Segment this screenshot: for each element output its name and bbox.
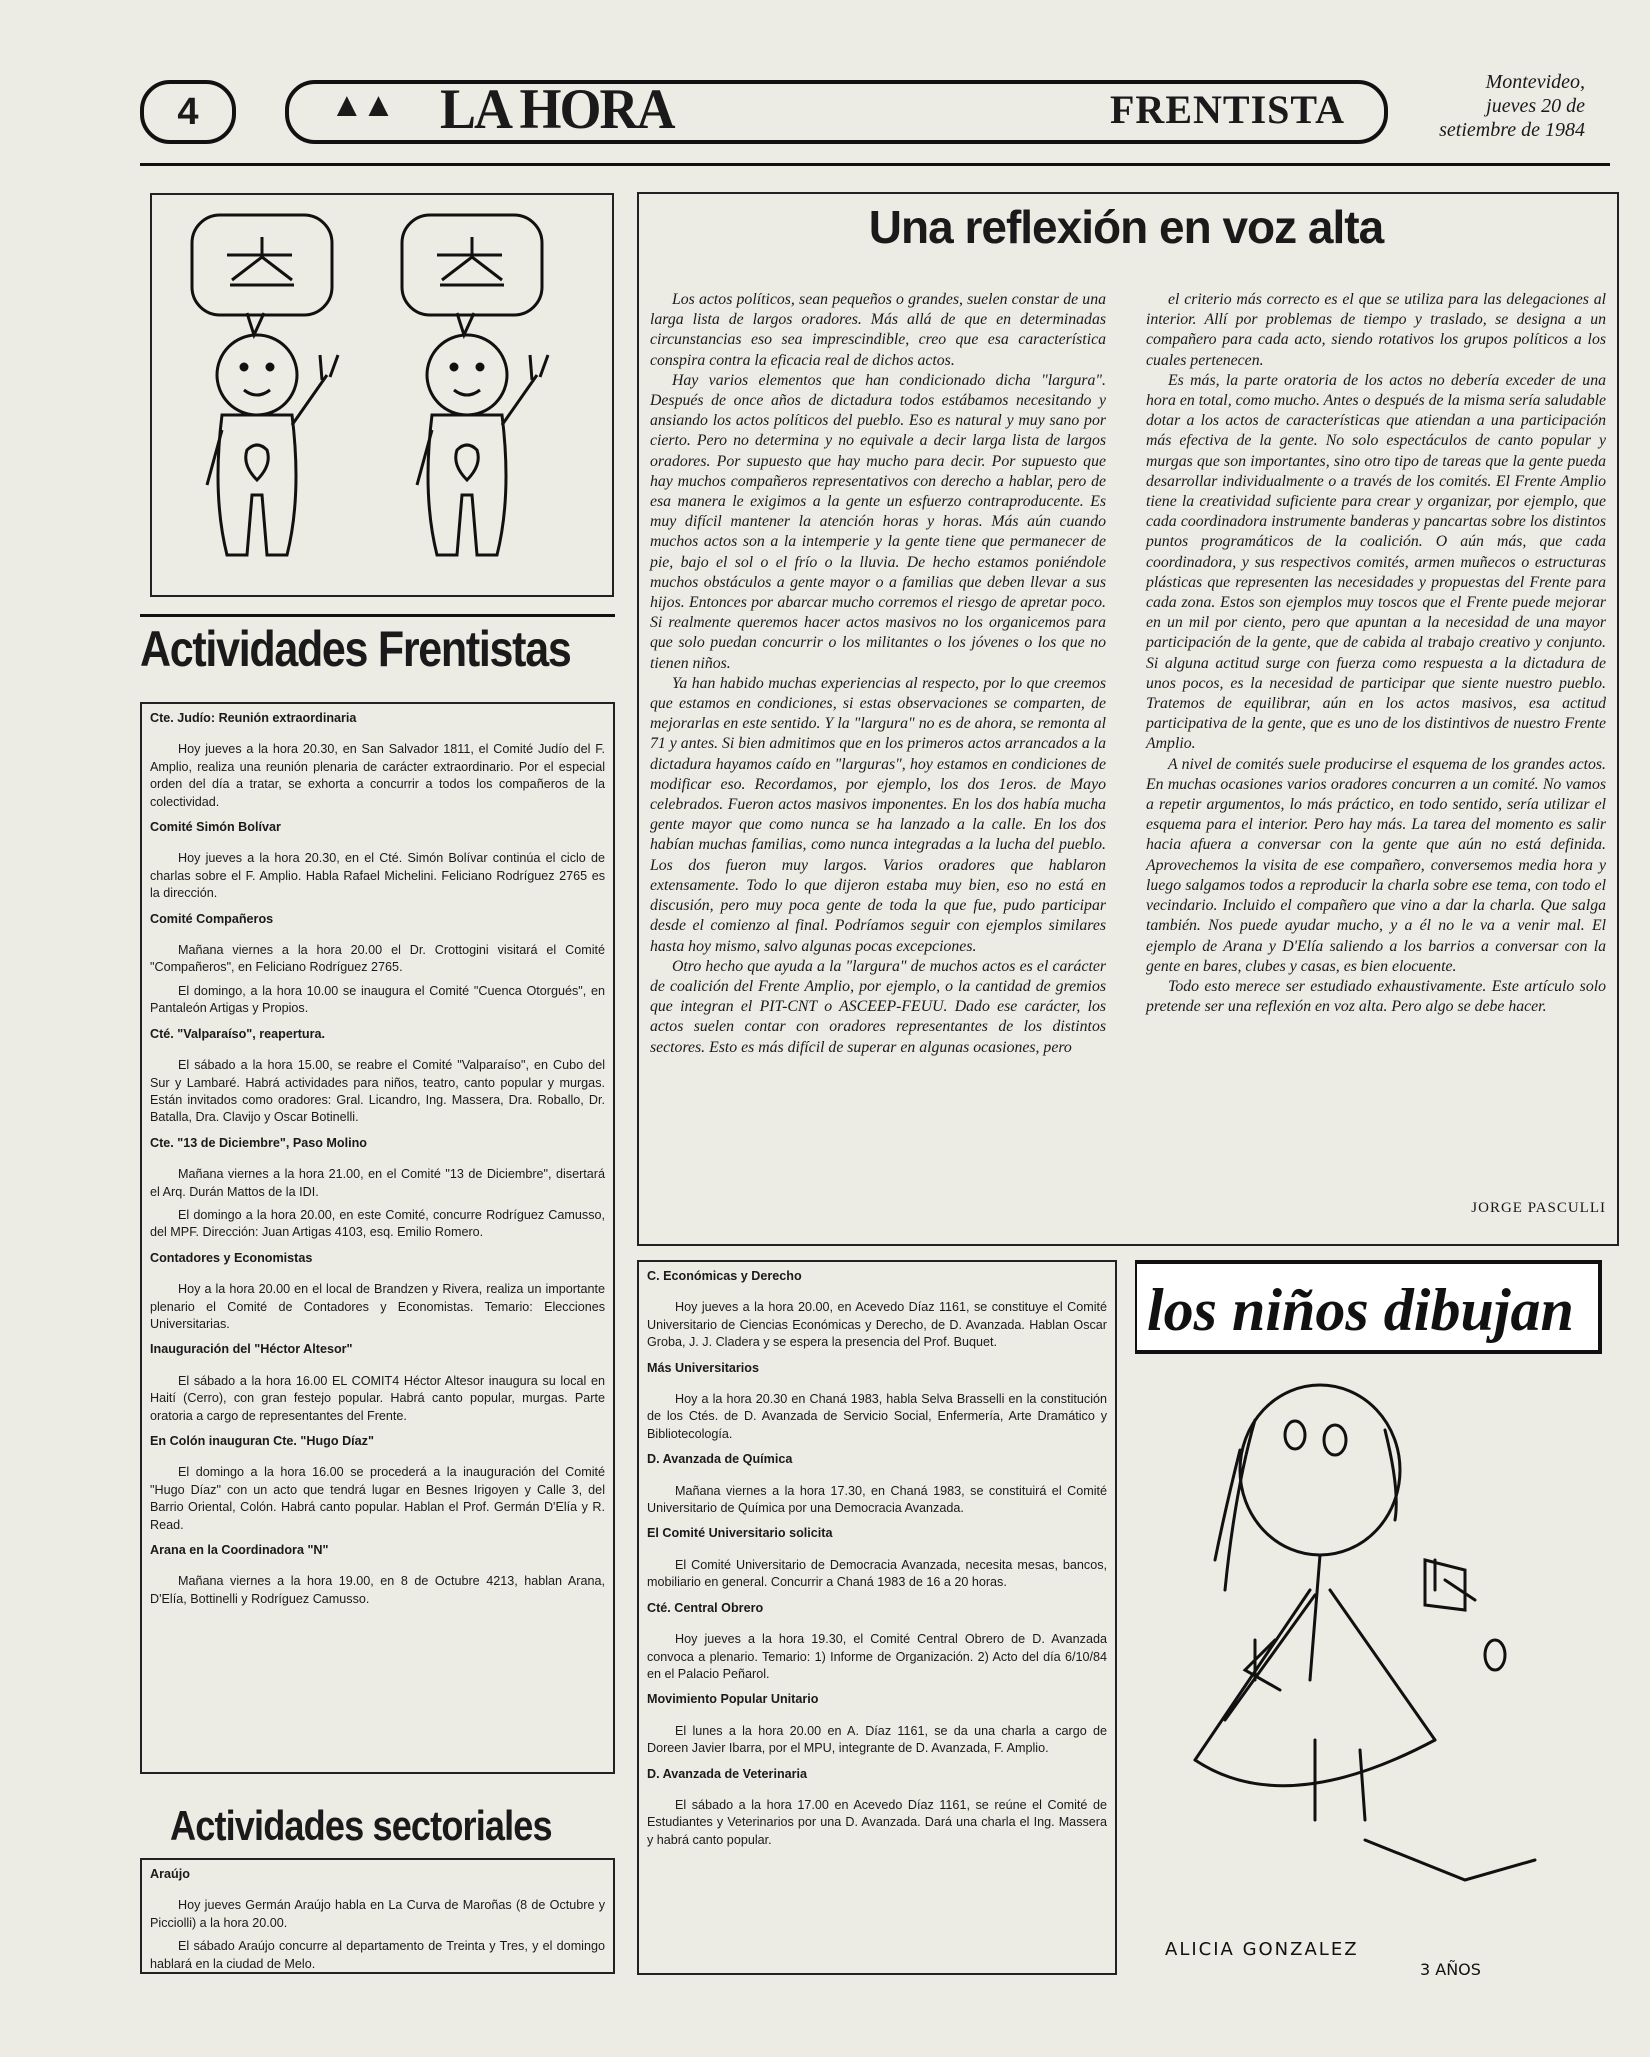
item-text: El sábado a la hora 15.00, se reabre el Comité "Valparaíso", en Cubo del Sur y Lambaré. Habrá actividades para niños, teatro, canto popular y murgas. Están invitados como oradores: Gral. Licandro, Ing. Massera, Dra. Roballo, Dr. Batalla, Dra. Clavijo y Oscar Botinelli. — [150, 1058, 605, 1125]
activities-box — [140, 702, 615, 1774]
item-text: El sábado Araújo concurre al departamento de Treinta y Tres, y el domingo hablará en la ciudad de Melo. — [150, 1939, 605, 1971]
item-text: Hoy jueves Germán Araújo habla en La Curva de Maroñas (8 de Octubre y Picciolli) a la hora 20.00. — [150, 1898, 605, 1930]
item-text: Hoy a la hora 20.30 en Chaná 1983, habla Selva Brasselli en la constitución de los Ctés. de D. Avanzada de Servicio Social, Enfermería, Arte Dramático y Bibliotecología. — [647, 1392, 1107, 1441]
stick-figure-icon — [1195, 1385, 1535, 1880]
item-title: Contadores y Economistas — [150, 1250, 313, 1265]
sectorial-continued-box — [637, 1260, 1117, 1975]
child-name: ALICIA GONZALEZ — [1165, 1939, 1359, 1960]
item-text: Hoy a la hora 20.00 en el local de Brandzen y Rivera, realiza un importante plenario el Comité de Contadores y Economistas. Temario: Elecciones Universitarias. — [150, 1282, 605, 1331]
item-text: El lunes a la hora 20.00 en A. Díaz 1161, se da una charla a cargo de Doreen Javier Ibarra, por el MPU, integrante de D. Avanzada, F. Amplio. — [647, 1723, 1107, 1756]
item-text: El domingo a la hora 20.00, en este Comité, concurre Rodríguez Camusso, del MPF. Dirección: Juan Artigas 4103, esq. Emilio Romero. — [150, 1207, 605, 1240]
page-number-badge — [140, 80, 236, 144]
arrows-emblem: ▲▲ — [330, 86, 394, 124]
item-title: Comité Compañeros — [150, 911, 274, 926]
dateline-day: jueves 20 de — [1486, 95, 1585, 117]
sectorial-box — [140, 1858, 615, 1974]
newspaper-logo: LA HORA — [440, 77, 674, 141]
item-title: El Comité Universitario solicita — [647, 1526, 833, 1541]
item-text: Hoy jueves a la hora 20.00, en Acevedo Díaz 1161, se constituye el Comité Universitario de Ciencias Económicas y Derecho, de D. Avanzada. Hablan Oscar Groba, J. J. Cladera y se espera la presencia del Prof. Buquet. — [647, 1300, 1107, 1350]
cartoon-figures-icon — [152, 195, 608, 591]
item-title: Comité Simón Bolívar — [150, 820, 281, 835]
item-text: El domingo, a la hora 10.00 se inaugura el Comité "Cuenca Otorgués", en Pantaleón Artigas y Propios. — [150, 983, 605, 1016]
item-title: Cte. "13 de Diciembre", Paso Molino — [150, 1135, 367, 1150]
item-title: D. Avanzada de Química — [647, 1452, 793, 1467]
item-text: Mañana viernes a la hora 17.30, en Chaná 1983, se constituirá el Comité Universitario de Química por una Democracia Avanzada. — [647, 1483, 1107, 1516]
dateline — [1410, 70, 1585, 142]
item-title: Araújo — [150, 1867, 190, 1881]
article-paragraph: el criterio más correcto es el que se utiliza para las delegaciones al interior. Allí por problemas de tiempo y traslado, se designa a un compañero para cada acto, siendo rotativos los grupos políticos a los cuales pertenecen. — [1146, 291, 1606, 369]
item-title: D. Avanzada de Veterinaria — [647, 1766, 808, 1781]
item-title: Más Universitarios — [647, 1360, 759, 1375]
section-title: FRENTISTA — [1110, 87, 1345, 132]
item-title: Cté. "Valparaíso", reapertura. — [150, 1026, 326, 1041]
item-text: Hoy jueves a la hora 20.30, en San Salvador 1811, el Comité Judío del F. Amplio, realiza una reunión plenaria de carácter extraordinario. Por el especial orden del día a tratar, se exhorta a concurrir a todos los compañeros de la colectividad. — [150, 742, 605, 809]
dateline-year: setiembre de 1984 — [1439, 119, 1585, 141]
item-text: Mañana viernes a la hora 19.00, en 8 de Octubre 4213, hablan Arana, D'Elía, Bottinelli y Rodríguez Camusso. — [150, 1574, 605, 1606]
article-title: Una reflexión en voz alta — [868, 201, 1384, 253]
item-text: Hoy jueves a la hora 19.30, el Comité Central Obrero de D. Avanzada convoca a plenario. Temario: 1) Informe de Organización. 2) Acto del día 6/10/84 en el Palacio Peñarol. — [647, 1632, 1107, 1681]
page-number: 4 — [177, 90, 199, 133]
article-column-right — [1146, 290, 1606, 1017]
item-title: Arana en la Coordinadora "N" — [150, 1543, 329, 1558]
item-text: Hoy jueves a la hora 20.30, en el Cté. Simón Bolívar continúa el ciclo de charlas sobre el F. Amplio. Habla Rafael Michelini. Feliciano Rodríguez 2765 es la dirección. — [150, 851, 605, 901]
item-title: C. Económicas y Derecho — [647, 1269, 802, 1283]
article-paragraph: Los actos políticos, sean pequeños o grandes, suelen constar de una larga lista de largos oradores. Más allá de que en determinadas circunstancias eso sea imprescindible, creo que esa característica conspira contra la eficacia real de dichos actos. — [650, 291, 1106, 369]
article-paragraph: Es más, la parte oratoria de los actos no debería exceder de una hora en total, como mucho. Antes o después de la misma sería saludable dotar a los actos de características que atiendan a una participación más efectiva de la gente. No solo espectáculos de canto popular y murgas que son importantes, sino otro tipo de tareas que la gente pueda desarrollar individualmente o a través de los comités. El Frente Amplio tiene la creatividad suficiente para crear y organizar, por ejemplo, que cada coordinadora instrumente banderas y pancartas sobre los distintos puntos programáticos de la coalición. O aún más, que cada coordinadora, y sus respectivos comités, armen muñecos o estructuras plásticas que representen las necesidades y propuestas del Frente para cada zona. Estos son ejemplos muy toscos que el Frente puede mejorar en un mil por ciento, pero que apuntan a la necesidad de una mayor participación de la gente, que de cabida al trabajo creativo y conjunto. Si alguna actitud surge con fuerza como respuesta a la dictadura de unos pocos, es la necesidad de participar que siente nuestro pueblo. Tratemos de equilibrar, aún en los actos masivos, esa actitud participativa de la gente, que es uno de los distintivos de nuestro Frente Amplio. — [1146, 371, 1606, 753]
drawing-title: los niños dibujan — [1147, 1277, 1574, 1343]
child-age: 3 AÑOS — [1420, 1960, 1481, 1979]
item-text: El sábado a la hora 17.00 en Acevedo Díaz 1161, se reúne el Comité de Estudiantes y Veterinarios por una D. Avanzada. Dará una charla el Ing. Massera y habrá canto popular. — [647, 1797, 1107, 1847]
item-text: El domingo a la hora 16.00 se procederá a la inauguración del Comité "Hugo Díaz" con un acto que tendrá lugar en Besnes Irigoyen y Calle 3, del Barrio Oriental, Colón. Habrá canto popular. Hablan el Prof. Germán D'Elía y R. Read. — [150, 1465, 605, 1532]
article-paragraph: Ya han habido muchas experiencias al respecto, por lo que creemos que estamos en condiciones, si estas observaciones se comparten, de mejorarlas en este sentido. Y la "largura" no es de ahora, se remonta al 71 y antes. Si bien admitimos que en los primeros actos arrancados a la dictadura hayamos caído en "larguras", hoy estamos en condiciones de modificar eso. Recordamos, por ejemplo, los dos 1eros. de Mayo celebrados. Fueron actos masivos imponentes. En los dos había mucha gente mayor que como nunca se ha lanzado a la calle. En los dos habían muchas familias, como nunca integradas a la lucha del pueblo. Los dos fueron muy largos. Varios oradores que hablaron extensamente. Todo lo que dijeron estaba muy bien, eso no está en discusión, pero muy poca gente de toda la que fue, pudo participar desde el comienzo al final. Podríamos seguir con ejemplos similares hasta hoy mismo, salvo algunas pocas excepciones. — [650, 674, 1106, 955]
item-text: Mañana viernes a la hora 21.00, en el Comité "13 de Diciembre", disertará el Arq. Durán Mattos de la IDI. — [150, 1167, 605, 1199]
item-text: El sábado a la hora 16.00 EL COMIT4 Héctor Altesor inaugura su local en Haití (Cerro), con gran festejo popular. Habrá canto popular, murgas. Parte oratoria a cargo de representantes del Frente. — [150, 1373, 605, 1423]
item-title: Inauguración del "Héctor Altesor" — [150, 1342, 353, 1357]
cartoon-illustration — [150, 193, 614, 597]
item-title: Cté. Central Obrero — [647, 1600, 764, 1615]
item-text: El Comité Universitario de Democracia Avanzada, necesita mesas, bancos, mobiliario en general. Concurrir a Chaná 1983 de 16 a 20 horas. — [647, 1557, 1107, 1590]
article-paragraph: Todo esto merece ser estudiado exhaustivamente. Este artículo solo pretende ser una reflexión en voz alta. Pero algo se debe hacer. — [1146, 977, 1606, 1016]
article-paragraph: Hay varios elementos que han condicionado dicha "largura". Después de once años de dictadura todos estábamos necesitando y ansiando los actos políticos del pueblo. Eso es natural y muy sano por cierto. Pero no determina y no equivale a decir larga lista de largos oradores. Por supuesto que hay mucho para decir. Por supuesto que hay muchos compañeros representativos con derecho a hablar, pero de esa manera le exigimos a la gente un esfuerzo contraproducente. Es muy difícil mantener la atención horas y horas. Más aún cuando muchos actos son a la intemperie y la gente tiene que permanecer de pie, bajo el sol o el frío o la lluvia. De hecho estamos poniéndole muchos obstáculos a gente mayor o a familias que deben llevar a sus hijos. Entonces por abarcar mucho corremos el riesgo de apretar poco. Si realmente queremos hacer actos masivos no los organicemos para que solo puedan concurrir o los militantes o los jóvenes o los que no tienen niños. — [650, 371, 1106, 672]
item-title: Cte. Judío: Reunión extraordinaria — [150, 711, 357, 725]
child-drawing — [1135, 1260, 1615, 1980]
activities-heading: Actividades Frentistas — [140, 621, 571, 677]
heading-rule — [140, 614, 615, 617]
item-title: Movimiento Popular Unitario — [647, 1692, 819, 1707]
drawing-canvas — [1135, 1260, 1615, 1980]
dateline-city: Montevideo, — [1485, 71, 1585, 93]
article-paragraph: A nivel de comités suele producirse el esquema de los grandes actos. En muchas ocasiones varios oradores concurren a un comité. No vamos a repetir argumentos, lo más práctico, en todo sentido, sería utilizar el esquema para el interior. Pero hay más. La tarea del momento es salir hacia afuera a conversar con la gente que aún no está definida. Aprovechemos la visita de ese compañero, conversemos media hora y luego salgamos todos a reproducir la charla sobre ese tema, con todo el vecindario. Incluido el compañero que vino a dar la charla. Que salga también. Nos puede ayudar mucho, y a él no le va a venir mal. El ejemplo de Arana y D'Elía saliendo a los barrios a conversar con la gente en bares, clubes y casas, es bien elocuente. — [1146, 755, 1606, 975]
article-author: JORGE PASCULLI — [1471, 1200, 1606, 1216]
item-text: Mañana viernes a la hora 20.00 el Dr. Crottogini visitará el Comité "Compañeros", en Feliciano Rodríguez 2765. — [150, 943, 605, 975]
item-title: En Colón inauguran Cte. "Hugo Díaz" — [150, 1434, 374, 1448]
article-column-left — [650, 290, 1106, 1058]
header-rule — [140, 163, 1610, 166]
sectorial-heading: Actividades sectoriales — [170, 1802, 552, 1849]
article-paragraph: Otro hecho que ayuda a la "largura" de muchos actos es el carácter de coalición del Frente Amplio, por ejemplo, o la cantidad de gremios que integran el PIT-CNT o ASCEEP-FEUU. Dado ese carácter, los actos suelen contar con oradores representantes de los distintos sectores. Esto es más difícil de superar en algunas ocasiones, pero — [650, 957, 1106, 1056]
